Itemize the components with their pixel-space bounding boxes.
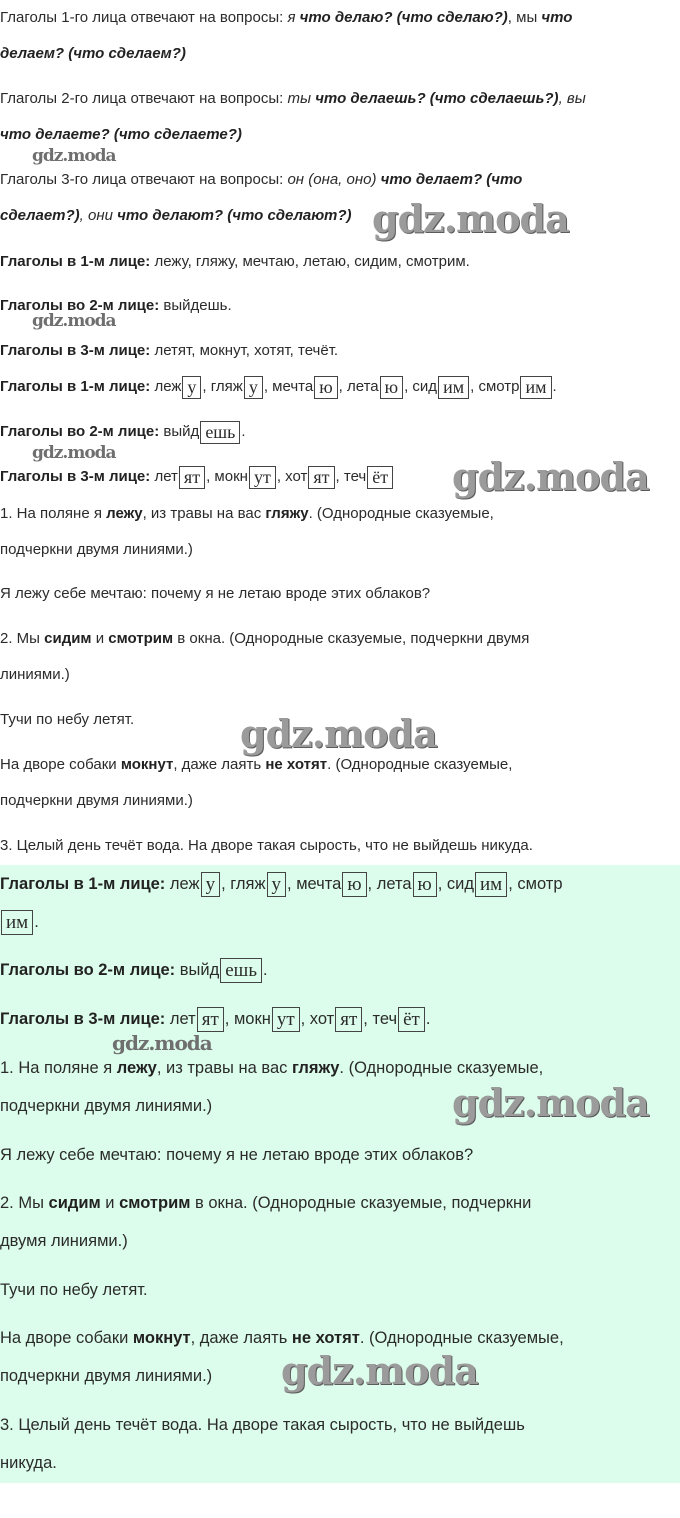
answer-sentence-2c: На дворе собаки мокнут, даже лаять не хотят. (Однородные сказуемые, bbox=[0, 1329, 564, 1347]
watermark-logo: gdz.moda bbox=[32, 311, 116, 331]
theory-line-2: делаем? (что сделаем?) bbox=[0, 45, 186, 62]
watermark-logo: gdz.moda bbox=[32, 443, 116, 463]
ending-box: ёт bbox=[367, 466, 393, 489]
ending-box: у bbox=[182, 376, 201, 399]
answer-endings-first-person-cont: им . bbox=[0, 903, 39, 941]
watermark-logo: gdz.moda bbox=[372, 196, 569, 241]
ending-box: у bbox=[201, 872, 221, 897]
sentence-2c-note: подчеркни двумя линиями.) bbox=[0, 792, 193, 809]
sentence-2c: На дворе собаки мокнут, даже лаять не хотят. (Однородные сказуемые, bbox=[0, 756, 513, 773]
answer-sentence-2-note: двумя линиями.) bbox=[0, 1232, 128, 1250]
answer-endings-second-person: Глаголы во 2-м лице: выйд ешь . bbox=[0, 960, 268, 982]
watermark-logo: gdz.moda bbox=[32, 146, 116, 166]
ending-box: ю bbox=[380, 376, 403, 399]
ending-box: ёт bbox=[398, 1007, 425, 1032]
ending-box: им bbox=[520, 376, 551, 399]
theory-line-5: Глаголы 3-го лица отвечают на вопросы: он (она, оно) что делает? (что bbox=[0, 171, 523, 188]
ending-box: им bbox=[475, 872, 507, 897]
answer-sentence-1: 1. На поляне я лежу, из травы на вас гляжу. (Однородные сказуемые, bbox=[0, 1059, 544, 1077]
watermark-logo: gdz.moda bbox=[112, 1031, 212, 1055]
ending-box: ю bbox=[342, 872, 366, 897]
answer-sentence-2b: Тучи по небу летят. bbox=[0, 1281, 148, 1299]
theory-line-4: что делаете? (что сделаете?) bbox=[0, 126, 242, 143]
list-first-person: Глаголы в 1-м лице: лежу, гляжу, мечтаю, летаю, сидим, смотрим. bbox=[0, 253, 470, 270]
ending-box: у bbox=[267, 872, 287, 897]
watermark-logo: gdz.moda bbox=[240, 711, 437, 756]
watermark-logo: gdz.moda bbox=[281, 1348, 478, 1393]
ending-box: им bbox=[438, 376, 469, 399]
ending-box: ешь bbox=[200, 421, 240, 444]
endings-third-person: Глаголы в 3-м лице: лет ят , мокн ут , хот ят , теч ёт bbox=[0, 459, 394, 495]
list-second-person: Глаголы во 2-м лице: выйдешь. bbox=[0, 297, 232, 314]
answer-sentence-3: 3. Целый день течёт вода. На дворе такая сырость, что не выйдешь bbox=[0, 1416, 525, 1434]
ending-box: ут bbox=[272, 1007, 300, 1032]
sentence-1: 1. На поляне я лежу, из травы на вас гляжу. (Однородные сказуемые, bbox=[0, 505, 494, 522]
endings-second-person: Глаголы во 2-м лице: выйд ешь . bbox=[0, 421, 246, 442]
ending-box: ю bbox=[413, 872, 437, 897]
sentence-1-note: подчеркни двумя линиями.) bbox=[0, 541, 193, 558]
ending-box: ят bbox=[179, 466, 205, 489]
answer-sentence-3-cont: никуда. bbox=[0, 1454, 57, 1472]
answer-sentence-1b: Я лежу себе мечтаю: почему я не летаю вроде этих облаков? bbox=[0, 1146, 474, 1164]
sentence-2: 2. Мы сидим и смотрим в окна. (Однородные сказуемые, подчеркни двумя bbox=[0, 630, 530, 647]
ending-box: ят bbox=[197, 1007, 224, 1032]
answer-sentence-2: 2. Мы сидим и смотрим в окна. (Однородные сказуемые, подчеркни bbox=[0, 1194, 532, 1212]
theory-line-6: сделает?), они что делают? (что сделают?) bbox=[0, 207, 352, 224]
ending-box: ут bbox=[249, 466, 276, 489]
answer-endings-third-person: Глаголы в 3-м лице: лет ят , мокн ут , хот ят , теч ёт . bbox=[0, 1009, 431, 1031]
watermark-logo: gdz.moda bbox=[452, 1080, 649, 1125]
ending-box: у bbox=[244, 376, 263, 399]
watermark-logo: gdz.moda bbox=[452, 454, 649, 499]
ending-box: ю bbox=[314, 376, 337, 399]
sentence-3: 3. Целый день течёт вода. На дворе такая сырость, что не выйдешь никуда. bbox=[0, 837, 533, 854]
ending-box: им bbox=[1, 910, 33, 935]
theory-line-3: Глаголы 2-го лица отвечают на вопросы: ты что делаешь? (что сделаешь?), вы bbox=[0, 90, 586, 107]
answer-endings-first-person: Глаголы в 1-м лице: леж у , гляж у , мечта ю , лета ю , сид им , смотр bbox=[0, 874, 563, 896]
sentence-1b: Я лежу себе мечтаю: почему я не летаю вроде этих облаков? bbox=[0, 585, 431, 602]
ending-box: ешь bbox=[220, 958, 262, 983]
list-third-person: Глаголы в 3-м лице: летят, мокнут, хотят, течёт. bbox=[0, 342, 339, 359]
theory-line-1: Глаголы 1-го лица отвечают на вопросы: я что делаю? (что сделаю?), мы что bbox=[0, 9, 573, 26]
ending-box: ят bbox=[308, 466, 334, 489]
endings-first-person: Глаголы в 1-м лице: леж у , гляж у , мечта ю , лета ю , сид им , смотр им . bbox=[0, 376, 557, 397]
sentence-2b: Тучи по небу летят. bbox=[0, 711, 135, 728]
ending-box: ят bbox=[335, 1007, 362, 1032]
answer-sentence-1-note: подчеркни двумя линиями.) bbox=[0, 1097, 213, 1115]
answer-sentence-2c-note: подчеркни двумя линиями.) bbox=[0, 1367, 213, 1385]
sentence-2-note: линиями.) bbox=[0, 666, 70, 683]
